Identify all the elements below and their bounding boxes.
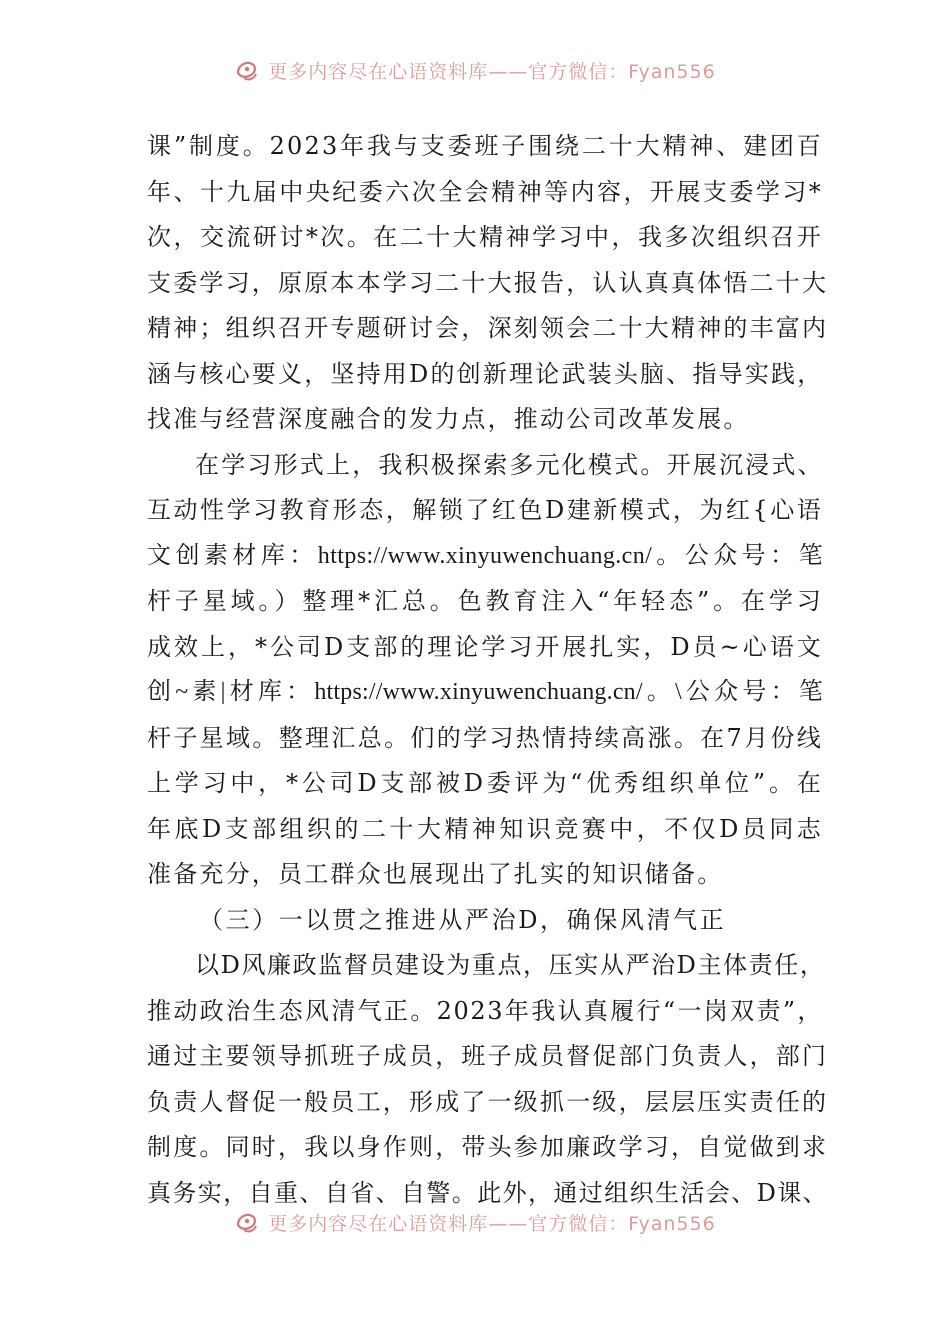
text-line: 涵与核心要义，坚持用D的创新理论武装头脑、指导实践，: [147, 359, 824, 388]
text-line: 次，交流研讨*次。在二十大精神学习中，我多次组织召开: [147, 223, 823, 251]
text-line: 课”制度。2023年我与支委班子围绕二十大精神、建团百: [147, 132, 823, 160]
watermark-text: 更多内容尽在心语资料库——官方微信：Fyan556: [268, 1212, 716, 1235]
text-line: 成效上，*公司D支部的理论学习开展扎实，D员~心语文: [147, 632, 823, 661]
text-line: 年底D支部组织的二十大精神知识竞赛中，不仅D员同志: [147, 814, 823, 843]
text-line: 负责人督促一般员工，形成了一级抓一级，层层压实责任的: [147, 1087, 829, 1116]
text-line: 创~素|材库：https://www.xinyuwenchuang.cn/。\公众号：笔: [147, 679, 823, 705]
text-line: 杆子星域。）整理*汇总。色教育注入“年轻态”。在学习: [147, 587, 823, 615]
paragraph-start: 以D风廉政监督员建设为重点，压实从严治D主体责任，: [195, 951, 826, 979]
paragraph-start: 在学习形式上，我积极探索多元化模式。开展沉浸式、: [195, 450, 824, 479]
text-line: 推动政治生态风清气正。2023年我认真履行“一岗双责”，: [147, 996, 823, 1025]
text-line: 找准与经营深度融合的发力点，推动公司改革发展。: [147, 405, 750, 433]
text-line: 精神；组织召开专题研讨会，深刻领会二十大精神的丰富内: [147, 314, 829, 342]
logo-icon: [234, 57, 260, 83]
text-line: 真务实，自重、自省、自警。此外，通过组织生活会、D课、: [147, 1178, 829, 1207]
watermark-banner-bottom: [0, 1202, 950, 1242]
logo-icon: [234, 1209, 260, 1235]
watermark-banner-top: [0, 50, 950, 90]
document-body: [147, 124, 837, 1216]
text-line: 文创素材库：https://www.xinyuwenchuang.cn/。公众号：笔: [147, 542, 823, 569]
text-line: 通过主要领导抓班子成员，班子成员督促部门负责人，部门: [147, 1042, 829, 1070]
text-line: 准备充分，员工群众也展现出了扎实的知识储备。: [147, 860, 724, 888]
text-line: 制度。同时，我以身作则，带头参加廉政学习，自觉做到求: [147, 1133, 829, 1161]
text-line: 上学习中，*公司D支部被D委评为“优秀组织单位”。在: [147, 769, 823, 797]
text-line: 杆子星域。整理汇总。们的学习热情持续高涨。在7月份线: [147, 723, 823, 752]
text-line: 互动性学习教育形态，解锁了红色D建新模式，为红{心语: [147, 496, 823, 524]
section-heading: （三）一以贯之推进从严治D，确保风清气正: [199, 905, 727, 934]
text-line: 年、十九届中央纪委六次全会精神等内容，开展支委学习*: [147, 177, 823, 206]
text-line: 支委学习，原原本本学习二十大报告，认认真真体悟二十大: [147, 268, 829, 297]
watermark-text: 更多内容尽在心语资料库——官方微信：Fyan556: [268, 60, 716, 83]
